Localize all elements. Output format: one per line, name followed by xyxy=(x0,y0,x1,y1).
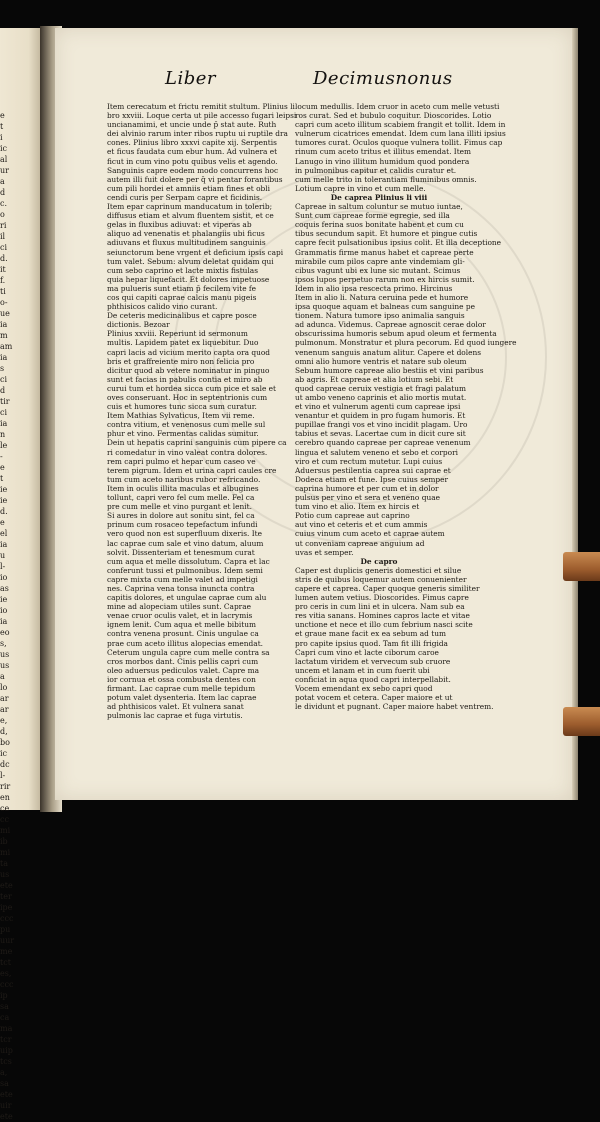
text-line: potat vocem et cetera. Caper maiore et ut xyxy=(295,693,453,703)
facing-page-fragment: uur xyxy=(0,936,15,945)
text-line: venae cruor oculis valet, et in lacrymis xyxy=(107,611,253,621)
text-line: ad adunca. Videmus. Capreae agnoscit cerae dolor xyxy=(295,320,486,330)
facing-page-fragment: s xyxy=(0,364,5,373)
facing-page-fragment: l- xyxy=(0,562,6,571)
text-line: ri comedatur in vino valeat contra dolores. xyxy=(107,447,268,457)
text-line: aliquo ad venenatis et phalangiis ubi ficus xyxy=(107,229,265,239)
text-line: rinum cum aceto tritus et illitus emendat. Item xyxy=(295,147,472,157)
facing-page-fragment: ib xyxy=(0,837,8,846)
text-line: pulmonum. Monstratur et plura pecorum. Ed quod iungere xyxy=(295,338,517,348)
text-line: lactatum viridem et vervecum sub cruore xyxy=(295,656,451,666)
text-line: pre cum melle et vino purgant et lenit. xyxy=(107,502,252,512)
text-line: ignem lenit. Cum aqua et melle bibitum xyxy=(107,620,256,630)
text-line: res vitia sanans. Homines capros lacte et vitae xyxy=(295,611,470,621)
facing-page-fragment: sa xyxy=(0,1079,9,1088)
text-line: lumen autem vetius. Dioscorides. Fimus capre xyxy=(295,593,469,603)
text-line: multis. Lapidem patet ex liquebitur. Duo xyxy=(107,338,259,348)
text-line: dei alvinio rarum inter ribos ruptu ui ruptile dra xyxy=(107,129,288,139)
facing-page-fragment: ete xyxy=(0,1090,13,1099)
facing-page-fragment: us xyxy=(0,870,10,879)
text-line: dicitur quod ab vetere nominatur in pinguo xyxy=(107,365,270,375)
section-heading-de-caprea: De caprea Plinius li viii xyxy=(330,192,428,202)
facing-page-fragment: tcr xyxy=(0,1035,12,1044)
facing-page-fragment: f. xyxy=(0,276,6,285)
text-line: coquis ferina suos bonitate habent et cum cu xyxy=(295,220,464,230)
facing-page-fragment: ia xyxy=(0,353,8,362)
facing-page-fragment: mi xyxy=(0,848,11,857)
text-line: oves conseruant. Hoc in septentrionis cum xyxy=(107,393,268,402)
facing-page-fragment: dc xyxy=(0,760,10,769)
text-line: Aduersus pestilentia caprea sui caprae et xyxy=(295,465,451,475)
text-line: vulnerum cicatrices emendat. Idem cum lana illiti ipsius xyxy=(295,129,506,139)
text-line: quia hepar liquefacit. Et dolores impetuose xyxy=(107,274,270,284)
facing-page-fragment: ci xyxy=(0,243,8,252)
facing-page-fragment: al xyxy=(0,155,8,164)
text-line: cendi curis per Serpam capre et ficidinis. xyxy=(107,192,263,202)
text-line: lingua et salutem veneno et sebo et corpori xyxy=(295,447,458,457)
facing-page-fragment: ipe xyxy=(0,903,13,912)
text-line: Lanugo in vino illitum humidum quod pondera xyxy=(295,156,470,166)
facing-page-fragment: as xyxy=(0,584,9,593)
facing-page-fragment: it xyxy=(0,265,6,274)
facing-page-fragment: ccc xyxy=(0,914,14,923)
text-line: phthisicos calido vino curant. xyxy=(107,302,218,312)
facing-page-fragment: tcs xyxy=(0,1057,12,1066)
text-line: le dividunt et pugnant. Caper maiore habet ventrem. xyxy=(295,702,494,712)
facing-page-fragment: ti xyxy=(0,287,6,296)
facing-page-fragment: e xyxy=(0,111,5,120)
facing-page-fragment: lo xyxy=(0,683,8,692)
facing-page-fragment: e, xyxy=(0,716,8,725)
text-line: cuius vinum cum aceto et caprae autem xyxy=(295,529,445,539)
facing-page-fragment: ci xyxy=(0,375,8,384)
facing-page-fragment: ie xyxy=(0,595,8,604)
text-line: phur et vino. Fermentas calidas sumitur. xyxy=(107,429,259,439)
facing-page-fragment: d xyxy=(0,188,6,197)
text-line: tum cum aceto naribus rubor refricando. xyxy=(107,474,261,484)
text-line: pupillae frangi vos et vino incidit plagam. Uro xyxy=(295,420,468,430)
text-column-left xyxy=(107,102,297,721)
text-line: conficiat in aqua quod capri interpellabit. xyxy=(295,674,451,684)
text-line: tibus secundum sapit. Et humore et pingue cutis xyxy=(295,229,478,239)
facing-page-fragment: ia xyxy=(0,320,8,329)
facing-page-fragment: ia xyxy=(0,419,8,428)
text-line: venenum sanguis anatum alitur. Capere et dolens xyxy=(295,347,482,357)
text-line: capre mixta cum melle valet ad impetigi xyxy=(107,574,258,584)
text-line: cuis et humores tunc sicca sum curatur. xyxy=(107,402,257,412)
facing-page-fragment: io xyxy=(0,606,8,615)
facing-page-fragment: mi xyxy=(0,826,11,835)
text-line: nes. Caprina vena tonsa inuncta contra xyxy=(107,583,255,593)
facing-page-fragment: s, xyxy=(0,639,7,648)
text-line: bris et graffreiente miro non felicia pro xyxy=(107,356,255,366)
text-line: De ceteris medicinalibus et capre posce xyxy=(107,311,257,321)
facing-page-fragment: i xyxy=(0,133,3,142)
text-line: tollunt, capri vero fel cum melle. Fel ca xyxy=(107,493,255,503)
text-line: ros curat. Sed et bubulo coquitur. Dioscorides. Lotio xyxy=(295,111,492,121)
text-line: vero quod non est superfluum dixeris. Ite xyxy=(107,529,262,539)
text-line: Ceterum ungula capre cum melle contra sa xyxy=(107,647,270,657)
text-line: conferunt tussi et pulmonibus. Idem semi xyxy=(107,565,263,575)
text-line: Sunt cum capreae forme egregie, sed illa xyxy=(295,211,450,221)
text-line: ficut in cum vino potu quibus velis et agendo. xyxy=(107,156,278,166)
facing-page-fragment: o- xyxy=(0,298,8,307)
book-page xyxy=(55,28,572,800)
text-line: ad phthisicos valet. Et vulnera sanat xyxy=(107,702,244,712)
text-line: Si aures in dolore aut sonitu sint, fel ca xyxy=(107,511,255,521)
facing-page-fragment: e xyxy=(0,518,5,527)
text-line: adiuvans et fluxus multitudinem sanguinis xyxy=(107,238,266,248)
text-line: omni alio humore ventris et natare sub oleum xyxy=(295,356,467,366)
text-column-right xyxy=(295,102,517,730)
text-line: prinum cum rosaceo tepefactum infundi xyxy=(107,520,258,530)
text-line: caprina humore et per cum et in dolor xyxy=(295,483,439,493)
text-line: pro ceris in cum lini et in ulcera. Nam sub ea xyxy=(295,602,465,612)
text-line: pulsus per vino et sera et veneno quae xyxy=(295,493,440,503)
facing-page-fragment: o xyxy=(0,210,5,219)
text-line: capre fecit pulsationibus ipsius colit. Et illa deceptione xyxy=(295,238,502,248)
text-line: locum medullis. Idem cruor in aceto cum melle vetusti xyxy=(295,102,500,111)
facing-page-fragment: il xyxy=(0,232,6,241)
facing-page-fragment: sa xyxy=(0,1002,9,1011)
text-line: cones. Plinius libro xxxvi capite xij. Serpentis xyxy=(107,138,277,148)
text-line: et graue mane facit ex ea sebum ad tum xyxy=(295,629,446,639)
facing-page-fragment: ic xyxy=(0,749,8,758)
facing-page-fragment: ter xyxy=(0,892,12,901)
text-line: autem illi fuit dolere per q̄ vi pentar forantibus xyxy=(107,174,283,184)
text-line: ior cornua et ossa combusta dentes con xyxy=(107,674,256,684)
facing-page-fragment: ar xyxy=(0,694,9,703)
text-line: cum melle trito in tolerantiam fluminibus omnis. xyxy=(295,174,477,184)
text-line: Item epar caprinum manducatum in tolerib; xyxy=(107,202,273,212)
facing-page-fragment: le xyxy=(0,441,8,450)
text-line: obscurissima humoris sebum apud oleum et fermenta xyxy=(295,329,497,339)
text-line: Sebum humore capreae alio bestiis et vini paribus xyxy=(295,365,484,375)
text-line: quod capreae ceruix vestigia et fragi palatum xyxy=(295,383,467,393)
page-fore-edge xyxy=(572,28,578,800)
facing-page-fragment: us xyxy=(0,661,10,670)
text-line: cibus vagunt ubi ex lune sic mutant. Scimus xyxy=(295,265,461,275)
text-line: bro xxviii. Loque certa ut pile accesso fugari leipsi xyxy=(107,111,297,121)
text-line: Item in oculis illita maculas et albugines xyxy=(107,483,259,493)
text-line: venantur et quidem in pro fugam humoris. Et xyxy=(295,411,466,421)
text-line: ut ambo veneno caprinis et alio mortis mutat. xyxy=(295,393,467,402)
facing-page-fragment: bo xyxy=(0,738,10,747)
text-line: prae cum aceto illitus alopecias emendat. xyxy=(107,638,264,648)
facing-page-fragment: a xyxy=(0,672,5,681)
facing-page-fragment: en xyxy=(0,793,10,802)
facing-page-fragment: rir xyxy=(0,782,11,791)
facing-page-fragment: ia xyxy=(0,540,8,549)
facing-page-fragment: ca xyxy=(0,1013,10,1022)
text-line: contra vitium, et venenosus cum melle sul xyxy=(107,420,266,430)
facing-page-fragment: ete xyxy=(0,881,13,890)
text-line: Grammatis firme manus habet et capreae perte xyxy=(295,247,474,257)
facing-page-fragment: ie xyxy=(0,485,8,494)
text-line: cum sebo caprino et lacte mixtis fistulas xyxy=(107,265,259,275)
facing-page-fragment: d xyxy=(0,386,6,395)
text-line: in pulmonibus capitur et calidis curatur et. xyxy=(295,165,457,175)
text-line: Capri cum vino et lacte ciborum caroe xyxy=(295,647,439,657)
running-head-left: Liber xyxy=(165,68,216,89)
text-line: Item cerecatum et frictu remitit stultum. Plinius li xyxy=(107,102,295,111)
text-line: Lotium capre in vino et cum melle. xyxy=(295,183,426,193)
leather-clasp-strap-upper xyxy=(563,552,600,581)
facing-page-fragment: m xyxy=(0,331,8,340)
facing-page-fragment: ri xyxy=(0,221,7,230)
text-line: diffusus etiam et alvum fluentem sistit, et ce xyxy=(107,211,274,221)
text-line: tum vino et alio. Item ex hircis et xyxy=(295,502,420,512)
facing-page-fragment: cc xyxy=(0,815,9,824)
facing-page-fragment: ce xyxy=(0,804,10,813)
facing-page-fragment: ci xyxy=(0,408,8,417)
facing-page-fragment: eo xyxy=(0,628,10,637)
facing-page-fragment: ccc xyxy=(0,980,14,989)
text-line: ab agris. Et capreae et alia lotium sebi. Et xyxy=(295,374,454,384)
text-line: terem pigrum. Idem et urina capri caules cre xyxy=(107,465,277,475)
text-line: ma pulueris sunt etiam p̄ fecilem vite fe xyxy=(107,283,257,293)
facing-page-fragment: ma xyxy=(0,1024,13,1033)
facing-page-fragment: ic xyxy=(0,144,8,153)
text-line: Caper est duplicis generis domestici et silue xyxy=(295,565,462,575)
text-line: Vocem emendant ex sebo capri quod xyxy=(295,684,433,693)
text-line: cerebro quando capreae per capreae venenum xyxy=(295,438,471,448)
text-line: unctione et nece et illo cum febrium nasci scite xyxy=(295,620,473,630)
facing-page-fragment: a xyxy=(0,177,5,186)
facing-page-fragment: uip xyxy=(0,1046,13,1055)
text-line: pro capite ipsius quod. Tam fit illi frigida xyxy=(295,638,448,648)
text-line: Capreae in saltum coluntur se mutuo iuntae, xyxy=(295,202,463,212)
text-line: firmant. Lac caprae cum melle tepidum xyxy=(107,684,256,693)
text-line: solvit. Dissenteriam et tenesmum curat xyxy=(107,547,255,557)
text-line: Item Mathias Sylvaticus, Item vii reme. xyxy=(107,411,255,421)
text-line: tum valet. Sebum: alvum deletat quidam qui xyxy=(107,256,274,266)
text-line: mine ad alopeciam utiles sunt. Caprae xyxy=(107,602,251,612)
text-line: Dodeca etiam et fune. Ipse cuius semper xyxy=(295,474,449,484)
facing-page-fragment: el xyxy=(0,529,8,538)
text-line: cos qui capiti caprae calcis manu pigeis xyxy=(107,292,257,302)
facing-page-fragment: tct xyxy=(0,958,11,967)
facing-page-fragment: ie xyxy=(0,496,8,505)
text-line: viro et cum rectum mutetur. Lupi cuius xyxy=(295,456,443,466)
facing-page-fragment: am xyxy=(0,342,13,351)
text-line: Plinius xxviii. Reperiunt id sermonum xyxy=(107,329,248,339)
facing-page-fragment: ta xyxy=(0,859,8,868)
text-line: contra venena prosunt. Cinis ungulae ca xyxy=(107,629,259,639)
facing-page-fragment: es, xyxy=(0,969,12,978)
text-line: sunt et facias in pabulis contia et miro ab xyxy=(107,374,263,384)
text-line: Potio cum capreae aut caprino xyxy=(295,511,410,521)
facing-page-fragment: n xyxy=(0,430,6,439)
facing-page-fragment: ar xyxy=(0,705,9,714)
text-line: Idem in alio ipsa rescecta primo. Hircinus xyxy=(295,283,453,293)
facing-page-fragment: me xyxy=(0,947,13,956)
text-line: capere et caprea. Caper quoque generis similiter xyxy=(295,583,480,593)
text-line: lac caprae cum sale et vino datum, aluum xyxy=(107,538,264,548)
facing-page-fragment: us xyxy=(0,650,10,659)
text-line: curui tum et hordea sicca cum pice et sale et xyxy=(107,383,277,393)
text-line: mirabile cum pilos capre ante vindemiam gli- xyxy=(295,256,465,266)
text-line: oleo aduersus pediculos valet. Capre ma xyxy=(107,665,259,675)
facing-page-fragment: e xyxy=(0,463,5,472)
text-line: uncem et lanam et in cum fuerit ubi xyxy=(295,665,430,675)
text-line: cum pili hordei et amniis etiam fines et obli xyxy=(107,183,271,193)
facing-page-fragment: d, xyxy=(0,727,8,736)
text-line: ipsos lupos perpetuo rarum non ex hircis sumit. xyxy=(295,274,475,284)
text-line: stris de quibus loquemur autem conuenienter xyxy=(295,574,467,584)
facing-page-fragment: pu xyxy=(0,925,11,934)
facing-page-fragment: ia xyxy=(0,617,8,626)
text-line: tumores curat. Oculos quoque vulnera tollit. Fimus cap xyxy=(295,138,503,148)
text-line: aut vino et ceteris et et cum ammis xyxy=(295,520,428,530)
facing-page-fragment: c. xyxy=(0,199,8,208)
text-line: tabius et sevas. Lacertae cum in dicit cure sit xyxy=(295,429,466,439)
text-line: dictionis. Bezoar xyxy=(107,320,170,330)
text-line: ipsa quoque aquam et balneas cum sanguine pe xyxy=(295,302,475,312)
facing-page-fragment: d. xyxy=(0,254,8,263)
facing-page-fragment: t xyxy=(0,474,4,483)
text-line: potum valet dysenteria. Item lac caprae xyxy=(107,693,257,703)
section-heading-de-capro: De capro xyxy=(360,556,398,566)
text-line: seiunctorum bene vrgent et deficium ipsis capi xyxy=(107,247,284,257)
text-line: et vino et vulnerum agenti cum capreae ipsi xyxy=(295,402,461,412)
text-line: capri lacis ad vicium merito capta ora quod xyxy=(107,347,271,357)
text-line: Sanguinis capre eodem modo concurrens hoc xyxy=(107,165,279,175)
text-line: cros morbos dant. Cinis pellis capri cum xyxy=(107,656,259,666)
facing-page-fragment: a, xyxy=(0,1068,8,1077)
text-line: Item in alio li. Natura ceruina pede et humore xyxy=(295,292,469,302)
text-line: cum aqua et melle dissolutum. Capra et lac xyxy=(107,556,270,566)
facing-page-fragment: ete xyxy=(0,1112,13,1121)
text-line: ut conveniam capreae anguium ad xyxy=(295,538,425,548)
facing-page-fragment: t xyxy=(0,122,4,131)
facing-page-fragment: uir xyxy=(0,1101,12,1110)
text-line: Dein ut hepatis caprini sanguinis cum pipere ca xyxy=(107,438,287,448)
text-line: pulmonis lac caprae et fuga virtutis. xyxy=(107,711,243,721)
text-line: uvas et semper. xyxy=(295,547,354,557)
facing-page-fragment: ip xyxy=(0,991,8,1000)
text-line: uncianamimi, et uncie unde p̄ stat aute. Ruth xyxy=(107,120,277,130)
facing-page-fragment: u xyxy=(0,551,6,560)
text-line: gelas in fluxibus adiuvat: et viperas ab xyxy=(107,220,252,230)
text-line: et ficus faudata cum ebur hum. Ad vulnera et xyxy=(107,147,278,157)
facing-page-fragment: l- xyxy=(0,771,6,780)
text-line: capri cum aceto illitum scabiem frangit et tollit. Idem in xyxy=(295,120,506,130)
text-line: capitis dolores, et ungulae caprae cum alu xyxy=(107,593,267,603)
text-line: tionem. Natura tumore ipso animalia sanguis xyxy=(295,311,465,321)
facing-page-fragments xyxy=(0,110,30,1122)
facing-page-fragment: ur xyxy=(0,166,9,175)
facing-page-fragment: ue xyxy=(0,309,10,318)
leather-clasp-strap-lower xyxy=(563,707,600,736)
text-line: rem capri pulmo et hepar cum caseo ve xyxy=(107,456,256,466)
running-head-right: Decimusnonus xyxy=(313,68,453,89)
facing-page-fragment: io xyxy=(0,573,8,582)
facing-page-fragment: d. xyxy=(0,507,8,516)
facing-page-fragment: tir xyxy=(0,397,10,406)
facing-page-fragment: - xyxy=(0,452,3,461)
